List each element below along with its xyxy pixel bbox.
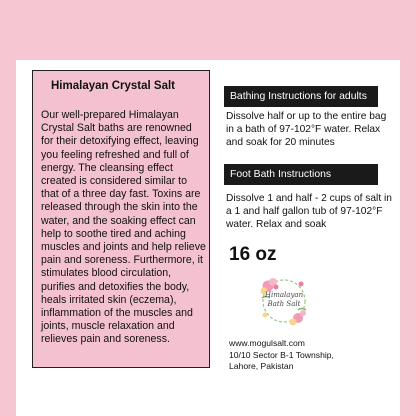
address-line-2: Lahore, Pakistan (229, 361, 294, 371)
foot-bath-instructions-heading: Foot Bath Instructions (224, 164, 378, 185)
description-panel (32, 70, 210, 368)
bathing-instructions-text: Dissolve half or up to the entire bag in a bath of 97-102°F water. Relax and soak for 20 minutes (226, 111, 387, 148)
bathing-instructions-heading: Bathing Instructions for adults (224, 86, 378, 107)
website-link: www.mogulsalt.com (229, 338, 305, 348)
foot-bath-instructions-text: Dissolve 1 and half - 2 cups of salt in a 1 and half gallon tub of 97-102°F water. Relax and soak (226, 193, 392, 230)
product-title: Himalayan Crystal Salt (51, 80, 176, 92)
product-label (16, 60, 400, 416)
logo-text (254, 291, 314, 309)
address-line-1: 10/10 Sector B-1 Township, (229, 350, 334, 360)
net-weight: 16 oz (229, 244, 277, 265)
logo-line-1: Himalayan (264, 291, 304, 299)
brand-logo (254, 274, 314, 328)
logo-line-2: Bath Salt (267, 300, 301, 308)
product-description: Our well-prepared Himalayan Crystal Salt baths are renowned for their detoxifying effect, leaving you feeling refreshed and full of energy. The cleansing effect created is considered similar to that of a three day fast. Toxins are released through the skin into the water, and the soaking effect can help to soothe tired and aching muscles and joints and help relieve pain and soreness. Furthermore, it stimulates blood circulation, purifies and detoxifies the body, heals irritated skin (eczema), inflammation of the muscles and joints, muscle relaxation and relieves pain and soreness. (41, 109, 206, 346)
